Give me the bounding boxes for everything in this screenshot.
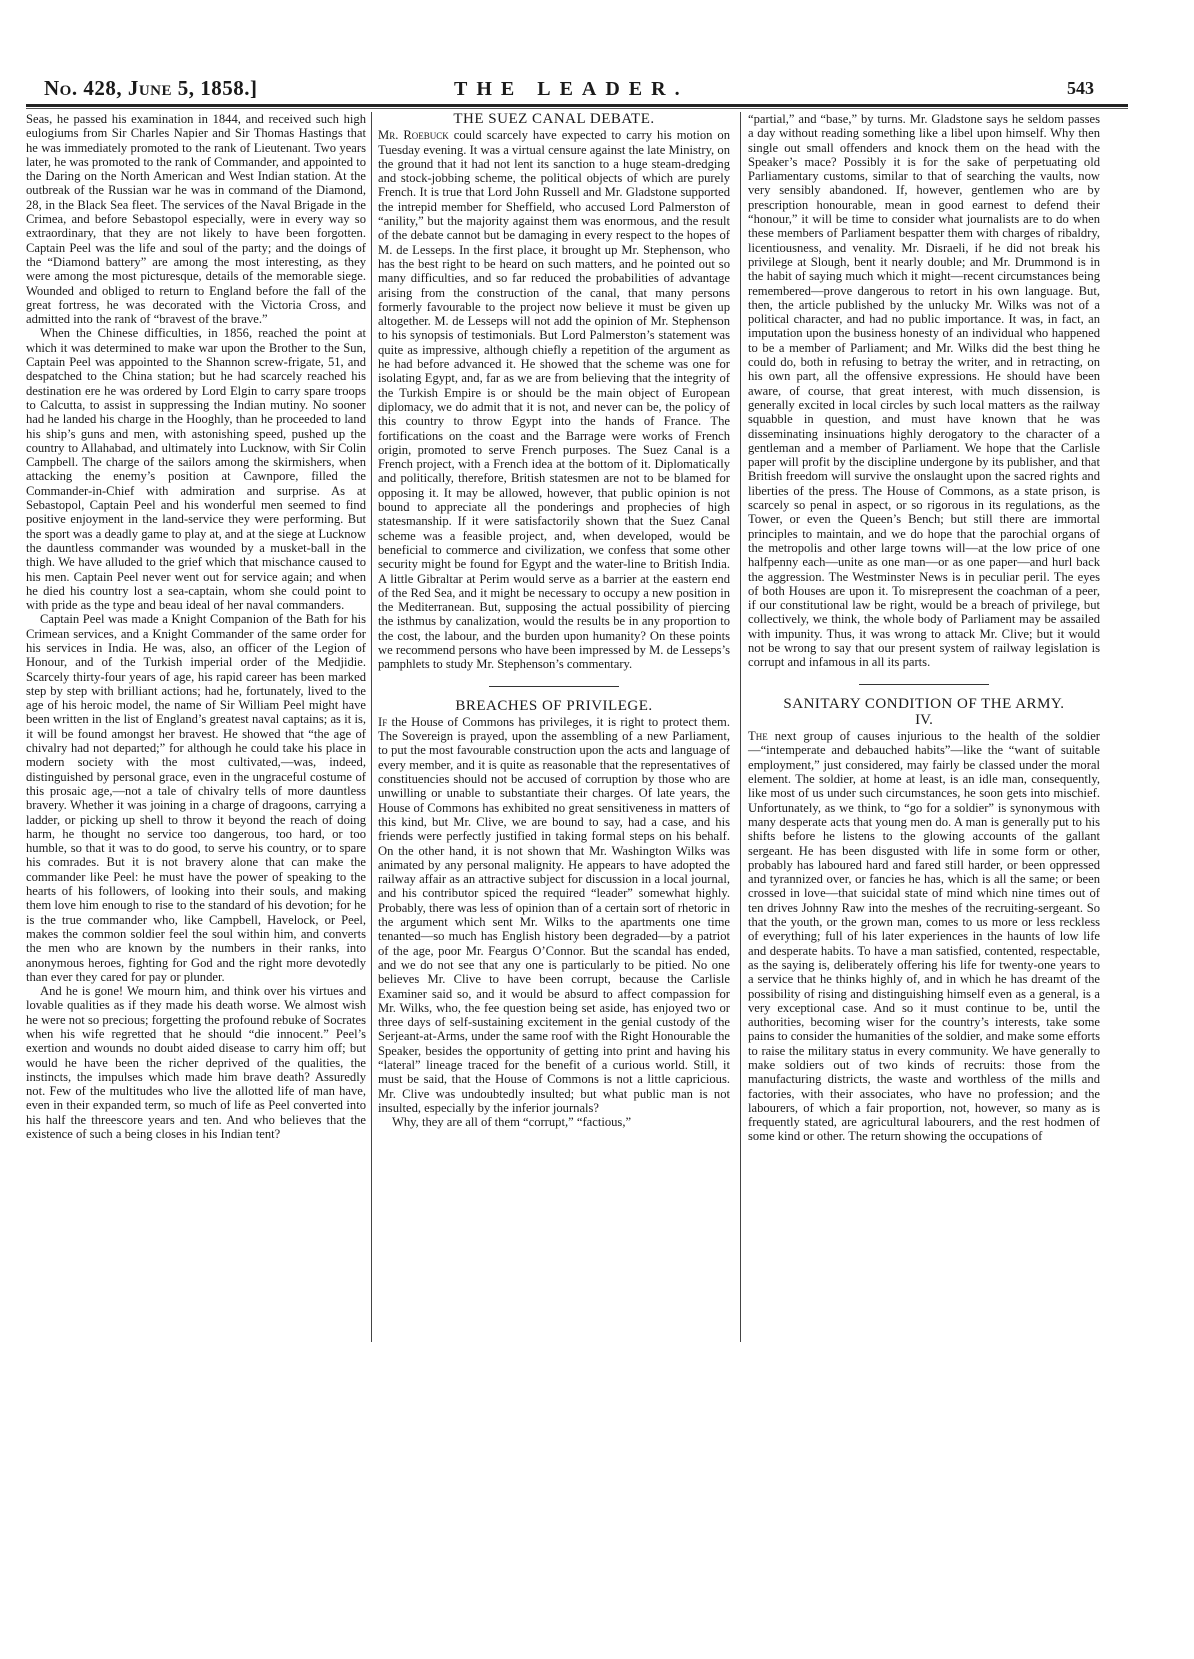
column-2 — [378, 112, 730, 1129]
column-divider — [740, 112, 741, 1342]
paragraph — [378, 128, 730, 671]
column-1 — [26, 112, 366, 1141]
header-rule-thin — [26, 108, 1128, 109]
paragraph-text: next group of causes injurious to the health of the soldier—“intemperate and debauched habits”—like the “want of suitable employment,” just considered, may fairly be classed under the moral element. The soldier, at home at least, is an idle man, consequently, like most of us under such circumstances, he soon gets into mischief. Unfortunately, as we think, to “go for a soldier” is synonymous with many desperate acts that young men do. A man is generally put to his shifts before he listens to the glowing accounts of the gallant sergeant. He has been disgusted with life in some form or other, probably has laboured hard and fared still harder, or been oppressed and tyrannized over, or fancies he has, which is all the same; or been crossed in love—that suicidal state of mind which nine times out of ten drives Johnny Raw into the meshes of the recruiting-sergeant. So that the youth, or the grown man, comes to us more or less reckless of everything; full of his later experiences in the haunts of low life and desperate habits. To have a man satisfied, contented, respectable, as the saying is, deliberately offering his life for twenty-one years to a service that he thinks highly of, and in which he has dreamt of the possibility of rising and distinguishing himself even as a general, is a very exceptional case. And so it must continue to be, until the authorities, becoming wiser for the country’s interests, take some pains to consider the humanities of the soldier, and make some efforts to raise the military status in every community. We have generally to make soldiers out of two kinds of recruits: those from the manufacturing districts, the waste and worthless of the mills and factories, with their associates, who have no profession; and the labourers, of which a fair proportion, not, however, so many as is frequently stated, are agricultural labourers, and the rest hodmen of some kind or other. The return showing the occupations of — [748, 729, 1100, 1144]
paragraph: “partial,” and “base,” by turns. Mr. Gladstone says he seldom passes a day without reading something like a libel upon himself. Why then single out small offenders and knock them on the head with the Speaker’s mace? Possibly it is for the sake of perpetuating old Parliamentary customs, similar to that of searching the vaults, now very sensibly abandoned. If, however, gentlemen who are by prescription honourable, mean in good earnest to defend their “honour,” it will be time to consider what journalists are to do when these members of Parliament bespatter them with charges of ribaldry, licentiousness, and venality. Mr. Disraeli, if he did not break his privilege at Slough, bent it nearly double; and Mr. Drummond is in the habit of saying much which it might—recent circumstances being remembered—prove dangerous to retort in his own language. But, then, the article published by the unlucky Mr. Wilks was not of a political character, and had no public importance. It was, in fact, an imputation upon the business honesty of an individual who happened to be a member of Parliament; and Mr. Wilks did the best thing he could do, both in refusing to betray the writer, and in retracting, on his own part, all the offensive expressions. He should have been aware, of course, that great interest, with much dissension, is generally excited in local circles by such local matters as the railway squabble in question, and must have known that he was disseminating insinuations highly derogatory to the character of a gentleman and a member of Parliament. We hope that the Carlisle paper will profit by the discipline undergone by its publisher, and that British freedom will survive the onslaught upon the sacred rights and liberties of the press. The House of Commons, as a state prison, is scarcely so penal in aspect, or so rigorous in its regulations, as the Tower, or even the Queen’s Bench; but still there are immortal principles to maintain, and we do hope that the parochial organs of the metropolis and other large towns will—at the low price of one halfpenny each—unite as one man—or as one paper—and hurl back the aggression. The Westminster News is in peculiar peril. The eyes of both Houses are upon it. To misrepresent the coachman of a peer, if our constitutional law be right, would be a breach of privilege, but collectively, we think, the whole body of Parliament may be assailed with impunity. Thus, it was wrong to attack Mr. Clive; but it would not be wrong to say that our present system of railway legislation is corrupt and infamous in all its parts. — [748, 112, 1100, 670]
lead-words: The — [748, 729, 768, 744]
article-heading-suez: THE SUEZ CANAL DEBATE. — [453, 111, 655, 127]
issue-date: No. 428, June 5, 1858.] — [44, 76, 258, 100]
column-divider — [371, 112, 372, 1342]
paragraph: And he is gone! We mourn him, and think over his virtues and lovable qualities as if they made his death worse. We almost wish he were not so precious; forgetting the profound rebuke of Socrates when his wife regretted that he should “die innocent.” Peel’s exertion and wounds no doubt aided disease to carry him off; but would he have been the richer deprived of the qualities, the instincts, the impulses which made him brave death? Assuredly not. Few of the multitudes who live the allotted life of man have, even in their expanded term, so much of life as Peel converted into his half the threescore years and ten. And who believes that the existence of such a being closes in his Indian tent? — [26, 984, 366, 1142]
article-subheading: IV. — [915, 711, 933, 728]
header-rule — [26, 104, 1128, 107]
page-number: 543 — [1067, 78, 1094, 98]
paragraph — [378, 715, 730, 1115]
section-separator — [489, 686, 619, 687]
page-header — [44, 76, 1154, 102]
paragraph: Why, they are all of them “corrupt,” “factious,” — [392, 1115, 632, 1130]
section-separator — [859, 684, 989, 685]
paragraph — [748, 729, 1100, 1144]
paragraph-text: the House of Commons has privileges, it is right to protect them. The Sovereign is prayed, upon the assembling of a new Parliament, to put the most favourable construction upon the acts and language of every member, and it is quite as reasonable that the representatives of constituencies should not be accused of corruption by those who are unwilling or unable to substantiate their charges. Of late years, the House of Commons has exhibited no great sensitiveness in matters of this kind, but Mr. Clive, we are bound to say, had a case, and his friends were perfectly justified in taking formal steps on his behalf. On the other hand, it is not shown that Mr. Washington Wilks was animated by any personal malignity. He appears to have adopted the railway affair as an attractive subject for discussion in a local journal, and his contributor spiced the required “leader” somewhat highly. Probably, there was less of opinion than of a certain sort of rhetoric in the argument which sent Mr. Wilks to the apartments one time tenanted—so much has English history been degraded—by a patriot of the age, poor Mr. Feargus O’Connor. But the scandal has ended, and we do not see that any one is particularly to be pitied. No one believes Mr. Clive to have been corrupt, because the Carlisle Examiner said so, and it would be absurd to affect compassion for Mr. Wilks, who, the fee question being set aside, has enjoyed two or three days of self-sustaining excitement in the genial custody of the Serjeant-at-Arms, under the same roof with the Right Honourable the Speaker, besides the opportunity of getting into print and having his “lateral” lineage traced for the benefit of a curious world. Still, it must be said, that the House of Commons is not a little capricious. Mr. Clive was undoubtedly insulted; but what public man is not insulted, especially by the inferior journals? — [378, 714, 730, 1115]
article-heading-privilege: BREACHES OF PRIVILEGE. — [455, 697, 653, 714]
newspaper-title: THE LEADER. — [454, 78, 689, 100]
lead-words: If — [378, 714, 388, 729]
article-heading-sanitary: SANITARY CONDITION OF THE ARMY. — [783, 695, 1065, 712]
paragraph-text: could scarcely have expected to carry his motion on Tuesday evening. It was a virtual censure against the late Ministry, on the ground that it had not lent its sanction to a huge steam-dredging and stock-jobbing scheme, the political objects of which are purely French. It is true that Lord John Russell and Mr. Gladstone supported the intrepid member for Sheffield, who accused Lord Palmerston of “anility,” but the majority against them was enormous, and the result of the debate cannot but be damaging in every respect to the hopes of M. de Lesseps. In the first place, it brought up Mr. Stephenson, who has the best right to be heard on such matters, and he pointed out so many difficulties, and so far reduced the probabilities of advantage arising from the construction of the canal, that many persons formerly favourable to the project now believe it must be given up altogether. M. de Lesseps will not add the opinion of Mr. Stephenson to his synopsis of testimonials. But Lord Palmerston’s statement was quite as impressive, although chiefly a repetition of the argument as he had before advanced it. He showed that the scheme was one for isolating Egypt, and, far as we are from believing that the integrity of the Turkish Empire is or should be the main object of European diplomacy, we do admit that it is not, and never can be, the policy of this country to throw Egypt into the hands of France. The fortifications on the coast and the Barrage were works of French origin, promoted to serve French purposes. The Suez Canal is a French project, with a French idea at the bottom of it. Diplomatically and politically, therefore, British statesmen are not to be blamed for opposing it. It may be allowed, however, that public opinion is not bound to appreciate all the ponderings and prophecies of high statesmanship. If it were satisfactorily shown that the Suez Canal scheme was a feasible project, and, when developed, would be beneficial to commerce and civilization, we confess that some other security might be found for Egypt and the water-line to British India. A little Gibraltar at Perim would serve as a barrier at the eastern end of the Red Sea, and it might be necessary to occupy a new position in the Mediterranean. But, supposing the actual possibility of piercing the isthmus by canalization, would the results be in any proportion to the cost, the labour, and the burden upon humanity? On these points we recommend persons who have been impressed by M. de Lesseps’s pamphlets to study Mr. Stephenson’s commentary. — [378, 128, 730, 672]
paragraph: When the Chinese difficulties, in 1856, reached the point at which it was determined to make war upon the Brother to the Sun, Captain Peel was appointed to the Shannon screw-frigate, 51, and despatched to the China station; but he had scarcely reached his destination ere he was ordered by Lord Elgin to carry spare troops to Calcutta, to assist in suppressing the Indian mutiny. No sooner had he landed his charge in the Hooghly, than he proceeded to land his ship’s guns and men, with astonishing speed, pushed up the country to Allahabad, and ultimately into Lucknow, with Sir Colin Campbell. The charge of the sailors among the skirmishers, when attacking the enemy’s position at Cawnpore, filled the Commander-in-Chief with admiration and surprise. As at Sebastopol, Captain Peel and his wonderful men seemed to find positive enjoyment in the land-service they were performing. But the sport was a deadly game to play at, and at the siege at Lucknow the dauntless commander was wounded by a musket-ball in the thigh. We have alluded to the grief which that mischance caused to his men. Captain Peel never went out for service again; and when he died his country lost a sea-captain, whom she could point to with pride as the type and beau ideal of her naval commanders. — [26, 326, 366, 613]
paragraph: Seas, he passed his examination in 1844, and received such high eulogiums from Sir Charles Napier and Sir Thomas Hastings that he was immediately promoted to the rank of Lieutenant. Two years later, he was promoted to the rank of Commander, and appointed to the Daring on the North American and West Indian station. At the outbreak of the Russian war he was in command of the Diamond, 28, in the Black Sea fleet. The services of the Naval Brigade in the Crimea, and before Sebastopol especially, were in every way so extraordinary, that they are not likely to have been forgotten. Captain Peel was the life and soul of the party; and the doings of the “Diamond battery” are among the most interesting, as they were among the most picturesque, details of the memorable siege. Wounded and obliged to return to England before the fall of the great fortress, he was decorated with the Victoria Cross, and admitted into the rank of “bravest of the brave.” — [26, 112, 366, 327]
paragraph: Captain Peel was made a Knight Companion of the Bath for his Crimean services, and a Knight Commander of the same order for his services in India. He was, also, an officer of the Legion of Honour, and of the Turkish imperial order of the Medjidie. Scarcely thirty-four years of age, his rapid career has been marked step by step with brilliant actions; had he, fortunately, lived to the age of his heroic model, the name of Sir William Peel might have been written in the list of England’s greatest naval captains; as it is, it will be found amongst her bravest. He showed that “the age of chivalry had not departed;” for although he could take his place in modern society with the most cultivated,—was, indeed, distinguished by personal grace, even in the ungraceful costume of this prosaic age,—not a tale of chivalry tells of more dauntless bravery. Whether it was joining in a charge of dragoons, carrying a ladder, or picking up shell to throw it beyond the reach of doing harm, he thought no service too dangerous, too hard, or too humble, so that it was to do good, to serve his country, or to spare his comrades. But it is not bravery alone that can make the commander like Peel: he must have the power of speaking to the hearts of his followers, of looking into their souls, and making them love him enough to rise to the standard of his devotion; for he is the true commander who, like Campbell, Havelock, or Peel, makes the common soldier feel the soul within him, and converts the men who are known by the numbers in their ranks, into anonymous heroes, fighting for God and the right more devotedly than ever they cared for pay or plunder. — [26, 612, 366, 984]
column-3 — [748, 112, 1100, 1144]
lead-words: Mr. Roebuck — [378, 128, 449, 143]
